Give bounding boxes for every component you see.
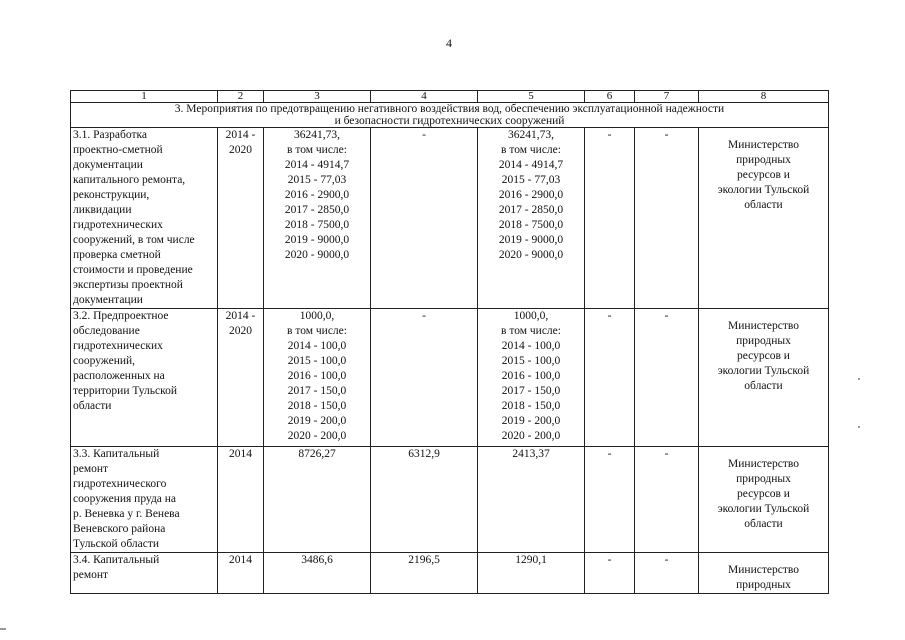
col5-line: 2020 - 9000,0	[498, 249, 564, 261]
total-line: 2017 - 150,0	[287, 385, 347, 397]
section-title-row	[71, 103, 829, 128]
executor-line: природных	[736, 473, 791, 485]
total-line: 2016 - 100,0	[287, 370, 347, 382]
cell-col5	[478, 128, 585, 309]
col5-line: в том числе:	[501, 325, 561, 337]
name-line: проектно-сметной	[73, 144, 163, 156]
total-line: 2014 - 4914,7	[284, 159, 350, 171]
total-line: 2015 - 100,0	[287, 355, 347, 367]
header-cell: 8	[699, 91, 829, 103]
name-line: сооружения пруда на	[73, 493, 177, 505]
name-line: ликвидации	[73, 204, 132, 216]
col5-line: 2019 - 9000,0	[498, 234, 564, 246]
cell-col6: -	[585, 128, 635, 309]
total-line: в том числе:	[287, 325, 347, 337]
page-number: 4	[446, 36, 452, 50]
scan-speck	[858, 426, 860, 428]
col5-line: 2016 - 100,0	[501, 370, 561, 382]
cell-col4: -	[371, 128, 478, 309]
executor-line: ресурсов и	[737, 350, 790, 362]
cell-col5	[478, 553, 585, 594]
executor-line: экологии Тульской	[717, 184, 810, 196]
col5-line: 2018 - 150,0	[501, 400, 561, 412]
name-line: области	[73, 400, 112, 412]
name-line: экспертизы проектной	[73, 279, 183, 291]
period-line: 2014 -	[225, 129, 256, 141]
executor-line: области	[744, 380, 783, 392]
name-line: территории Тульской	[73, 385, 178, 397]
cell-total	[264, 447, 371, 553]
col5-line: 1290,1	[515, 554, 547, 566]
col5-line: 2017 - 2850,0	[498, 204, 564, 216]
period-line: 2014 -	[225, 310, 256, 322]
cell-col6: -	[585, 553, 635, 594]
measures-table	[70, 90, 829, 594]
cell-executor	[699, 309, 829, 447]
col5-line: 2015 - 77,03	[501, 174, 561, 186]
executor-line: ресурсов и	[737, 169, 790, 181]
name-line: гидротехнических	[73, 219, 163, 231]
header-cell: 1	[71, 91, 218, 103]
cell-name	[71, 553, 218, 594]
name-line: проверка сметной	[73, 249, 161, 261]
name-line: сооружений, в том числе	[73, 234, 195, 246]
col5-line: 2019 - 200,0	[501, 415, 561, 427]
header-cell: 4	[371, 91, 478, 103]
total-line: 2019 - 9000,0	[284, 234, 350, 246]
name-line: ремонт	[73, 569, 109, 581]
period-line: 2014	[229, 554, 252, 566]
cell-col7: -	[635, 309, 699, 447]
scan-speck	[858, 378, 860, 380]
header-cell: 5	[478, 91, 585, 103]
cell-period	[218, 309, 264, 447]
cell-col5	[478, 447, 585, 553]
name-line: ремонт	[73, 463, 109, 475]
executor-line: Министерство	[728, 139, 799, 151]
name-line: гидротехнического	[73, 478, 167, 490]
cell-name	[71, 128, 218, 309]
total-line: 2015 - 77,03	[287, 174, 347, 186]
total-line: 2019 - 200,0	[287, 415, 347, 427]
executor-line: природных	[736, 154, 791, 166]
total-line: 1000,0,	[299, 310, 335, 322]
total-line: 2018 - 7500,0	[284, 219, 350, 231]
total-line: 2017 - 2850,0	[284, 204, 350, 216]
name-line: стоимости и проведение	[73, 264, 193, 276]
cell-col4: -	[371, 309, 478, 447]
scan-speck	[0, 628, 6, 630]
cell-period	[218, 128, 264, 309]
section-title-line: 3. Мероприятия по предотвращению негативного воздействия вод, обеспечению эксплуатационной надежности	[174, 103, 725, 115]
col5-line: 2017 - 150,0	[501, 385, 561, 397]
total-line: 2014 - 100,0	[287, 340, 347, 352]
name-line: 3.3. Капитальный	[73, 448, 160, 460]
name-line: 3.2. Предпроектное	[73, 310, 169, 322]
cell-name	[71, 447, 218, 553]
executor-line: природных	[736, 335, 791, 347]
total-line: 2020 - 200,0	[287, 430, 347, 442]
col5-line: в том числе:	[501, 144, 561, 156]
period-line: 2014	[229, 448, 252, 460]
name-line: обследование	[73, 325, 140, 337]
cell-col4: 6312,9	[371, 447, 478, 553]
cell-col7: -	[635, 128, 699, 309]
name-line: 3.1. Разработка	[73, 129, 148, 141]
total-line: в том числе:	[287, 144, 347, 156]
name-line: сооружений,	[73, 355, 136, 367]
cell-executor	[699, 128, 829, 309]
name-line: реконструкции,	[73, 189, 150, 201]
total-line: 2020 - 9000,0	[284, 249, 350, 261]
section-title	[71, 103, 829, 128]
col5-line: 2014 - 4914,7	[498, 159, 564, 171]
cell-col7: -	[635, 553, 699, 594]
cell-executor	[699, 447, 829, 553]
executor-line: Министерство	[728, 564, 799, 576]
cell-name	[71, 309, 218, 447]
section-title-line: и безопасности гидротехнических сооружений	[334, 115, 565, 127]
name-line: Веневского района	[73, 523, 166, 535]
cell-col5	[478, 309, 585, 447]
header-cell: 3	[264, 91, 371, 103]
period-line: 2020	[229, 144, 252, 156]
name-line: 3.4. Капитальный	[73, 554, 160, 566]
name-line: р. Веневка у г. Венева	[73, 508, 180, 520]
cell-period	[218, 447, 264, 553]
header-cell: 6	[585, 91, 635, 103]
header-cell: 7	[635, 91, 699, 103]
executor-line: ресурсов и	[737, 488, 790, 500]
cell-col6: -	[585, 309, 635, 447]
name-line: документации	[73, 159, 143, 171]
header-row	[71, 91, 829, 103]
table-row	[71, 309, 829, 447]
name-line: расположенных на	[73, 370, 165, 382]
col5-line: 2413,37	[512, 448, 550, 460]
executor-line: Министерство	[728, 320, 799, 332]
name-line: гидротехнических	[73, 340, 163, 352]
executor-line: экологии Тульской	[717, 365, 810, 377]
cell-executor	[699, 553, 829, 594]
total-line: 3486,6	[301, 554, 333, 566]
cell-total	[264, 553, 371, 594]
col5-line: 36241,73,	[508, 129, 554, 141]
executor-line: природных	[736, 579, 791, 591]
cell-total	[264, 128, 371, 309]
table-row	[71, 128, 829, 309]
executor-line: экологии Тульской	[717, 503, 810, 515]
col5-line: 2018 - 7500,0	[498, 219, 564, 231]
name-line: документации	[73, 294, 143, 306]
total-line: 36241,73,	[294, 129, 340, 141]
cell-col4: 2196,5	[371, 553, 478, 594]
executor-line: Министерство	[728, 458, 799, 470]
name-line: Тульской области	[73, 538, 160, 550]
table-row	[71, 553, 829, 594]
executor-line: области	[744, 518, 783, 530]
table-row	[71, 447, 829, 553]
total-line: 8726,27	[298, 448, 336, 460]
cell-col7: -	[635, 447, 699, 553]
col5-line: 2020 - 200,0	[501, 430, 561, 442]
cell-col6: -	[585, 447, 635, 553]
cell-total	[264, 309, 371, 447]
total-line: 2018 - 150,0	[287, 400, 347, 412]
total-line: 2016 - 2900,0	[284, 189, 350, 201]
period-line: 2020	[229, 325, 252, 337]
name-line: капитального ремонта,	[73, 174, 186, 186]
executor-line: области	[744, 199, 783, 211]
col5-line: 2014 - 100,0	[501, 340, 561, 352]
col5-line: 2016 - 2900,0	[498, 189, 564, 201]
col5-line: 2015 - 100,0	[501, 355, 561, 367]
table-body	[71, 128, 829, 594]
col5-line: 1000,0,	[513, 310, 549, 322]
header-cell: 2	[218, 91, 264, 103]
cell-period	[218, 553, 264, 594]
